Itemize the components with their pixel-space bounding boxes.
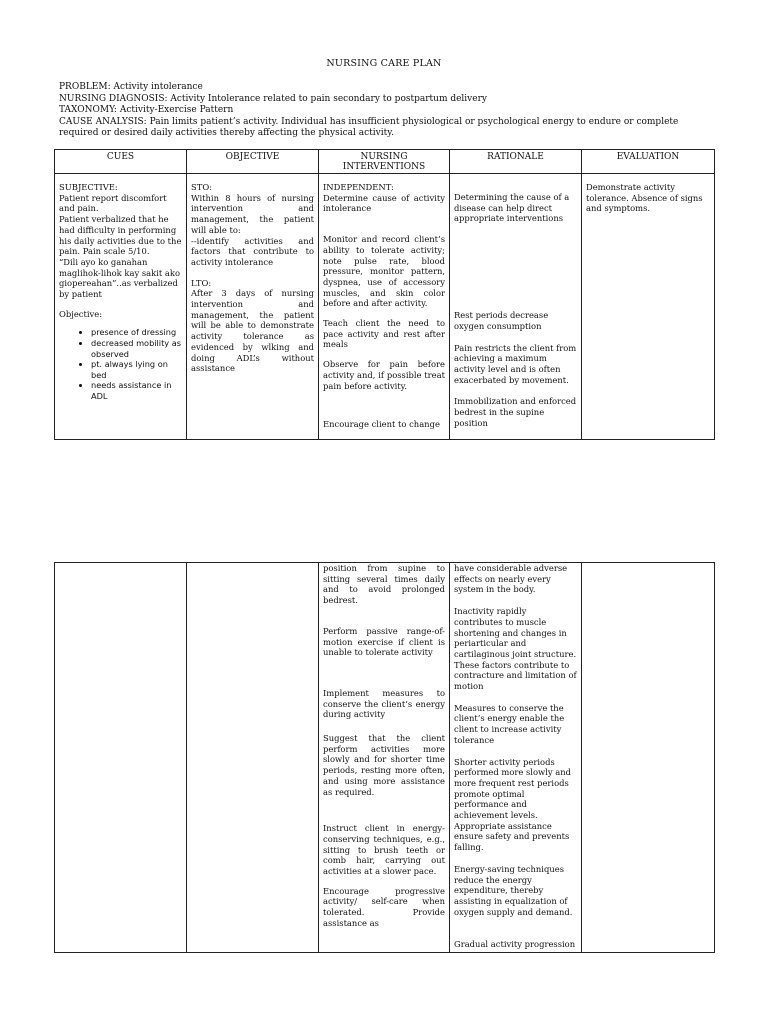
interventions-cell-continued xyxy=(319,563,450,953)
rationale-item: have considerable adverse effects on nearly every system in the body. xyxy=(454,563,568,595)
table-header-row xyxy=(55,150,715,174)
column-header-interventions: NURSING INTERVENTIONS xyxy=(319,150,450,174)
lto-heading: LTO: xyxy=(191,277,212,288)
column-header-objective: OBJECTIVE xyxy=(187,150,319,174)
column-header-cues: CUES xyxy=(55,150,187,174)
rationale-item: Inactivity rapidly contributes to muscle shortening and changes in periarticular and cartilaginous joint structure. These factors contribute to contracture and limitation of motion xyxy=(454,606,577,692)
problem-line: PROBLEM: Activity intolerance xyxy=(59,82,203,92)
list-item: • decreased mobility as observed xyxy=(91,338,182,359)
rationale-item: Gradual activity progression xyxy=(454,939,576,950)
evaluation-cell-continued xyxy=(582,563,715,953)
diagnosis-line: NURSING DIAGNOSIS: Activity Intolerance related to pain secondary to postpartum delivery xyxy=(59,93,487,104)
list-item: • needs assistance in ADL xyxy=(91,380,182,401)
rationale-item: Shorter activity periods performed more slowly and more frequent rest periods promote optimal performance and achievement levels. Appropriate assistance ensure safety and prevents falling. xyxy=(454,756,572,853)
taxonomy-line: TAXONOMY: Activity-Exercise Pattern xyxy=(59,105,234,116)
rationale-item: Pain restricts the client from achieving a maximum activity level and is often exacerbated by movement. xyxy=(454,342,577,385)
column-header-rationale: RATIONALE xyxy=(450,150,582,174)
intervention-item: Implement measures to conserve the client’s energy during activity xyxy=(323,687,445,720)
rationale-cell-continued xyxy=(450,563,582,953)
sto-heading: STO: xyxy=(191,182,213,192)
subjective-cue: Patient verbalized that he had difficulty in performing his daily activities due to the pain. Pain scale 5/10. xyxy=(59,214,182,257)
subjective-cue: Patient report discomfort and pain. xyxy=(59,192,167,214)
cues-cell xyxy=(55,174,187,440)
cues-cell-continued xyxy=(55,563,187,953)
rationale-item: Determining the cause of a disease can help direct appropriate interventions xyxy=(454,192,570,224)
intervention-item: position from supine to sitting several times daily and to avoid prolonged bedrest. xyxy=(323,563,445,606)
rationale-cell xyxy=(450,174,582,440)
subjective-heading: SUBJECTIVE: xyxy=(59,182,118,192)
objective-cell xyxy=(187,174,319,440)
care-plan-table-page-1 xyxy=(54,149,715,440)
lto-text: After 3 days of nursing intervention and management, the patient will be able to demonstrate activity tolerance as evidenced by wlking and doing ADL’s without assistance xyxy=(191,288,314,374)
objective-cell-continued xyxy=(187,563,319,953)
objective-cue-list xyxy=(59,327,182,401)
rationale-item: Energy-saving techniques reduce the energy expenditure, thereby assisting in equalization of oxygen supply and demand. xyxy=(454,863,573,917)
evaluation-cell xyxy=(582,174,715,440)
list-item: • pt. always lying on bed xyxy=(91,359,182,380)
page-title: NURSING CARE PLAN xyxy=(326,58,442,69)
rationale-item: Rest periods decrease oxygen consumption xyxy=(454,310,549,331)
intervention-item: Monitor and record client’s ability to tolerate activity; note pulse rate, blood pressure, monitor pattern, dyspnea, use of accessory muscles, and skin color before and after activity. xyxy=(323,234,445,309)
table-row xyxy=(55,563,715,953)
intervention-item: Teach client the need to pace activity and rest after meals xyxy=(323,318,445,350)
intervention-item: Instruct client in energy-conserving techniques, e.g., sitting to brush teeth or comb hair, carrying out activities at a slower pace. xyxy=(323,823,445,877)
intervention-item: Suggest that the client perform activities more slowly and for shorter time periods, resting more often, and using more assistance as required. xyxy=(323,733,445,797)
cause-analysis-line: CAUSE ANALYSIS: Pain limits patient’s activity. Individual has insufficient physiological or psychological energy to endure or complete required or desired daily activities thereby affecting the physical activity. xyxy=(59,116,679,139)
intervention-item: Perform passive range-of-motion exercise if client is unable to tolerate activity xyxy=(323,625,445,658)
sto-text: Within 8 hours of nursing intervention and management, the patient will able to: xyxy=(191,192,314,235)
table-row xyxy=(55,174,715,440)
evaluation-item: Demonstrate activity tolerance. Absence of signs and symptoms. xyxy=(586,182,703,214)
intervention-item: Encourage progressive activity/ self-care when tolerated. Provide assistance as xyxy=(323,885,445,928)
intervention-item: Determine cause of activity intolerance xyxy=(323,192,445,214)
interventions-cell xyxy=(319,174,450,440)
objective-heading: Objective: xyxy=(59,308,103,319)
intervention-item: Observe for pain before activity and, if possible treat pain before activity. xyxy=(323,359,445,391)
independent-heading: INDEPENDENT: xyxy=(323,182,394,192)
rationale-item: Measures to conserve the client’s energy enable the client to increase activity tolerance xyxy=(454,702,565,745)
care-plan-header xyxy=(59,82,719,140)
sto-item: --identify activities and factors that contribute to activity intolerance xyxy=(191,235,314,267)
subjective-quote: “Dili ayo ko ganahan maglihok-lihok kay sakit ako giopereahan”..as verbalized by patient xyxy=(59,256,181,300)
list-item: • presence of dressing xyxy=(91,327,182,338)
intervention-item: Encourage client to change xyxy=(323,419,440,430)
care-plan-table-page-2 xyxy=(54,562,715,953)
column-header-evaluation: EVALUATION xyxy=(582,150,715,174)
rationale-item: Immobilization and enforced bedrest in the supine position xyxy=(454,396,577,428)
